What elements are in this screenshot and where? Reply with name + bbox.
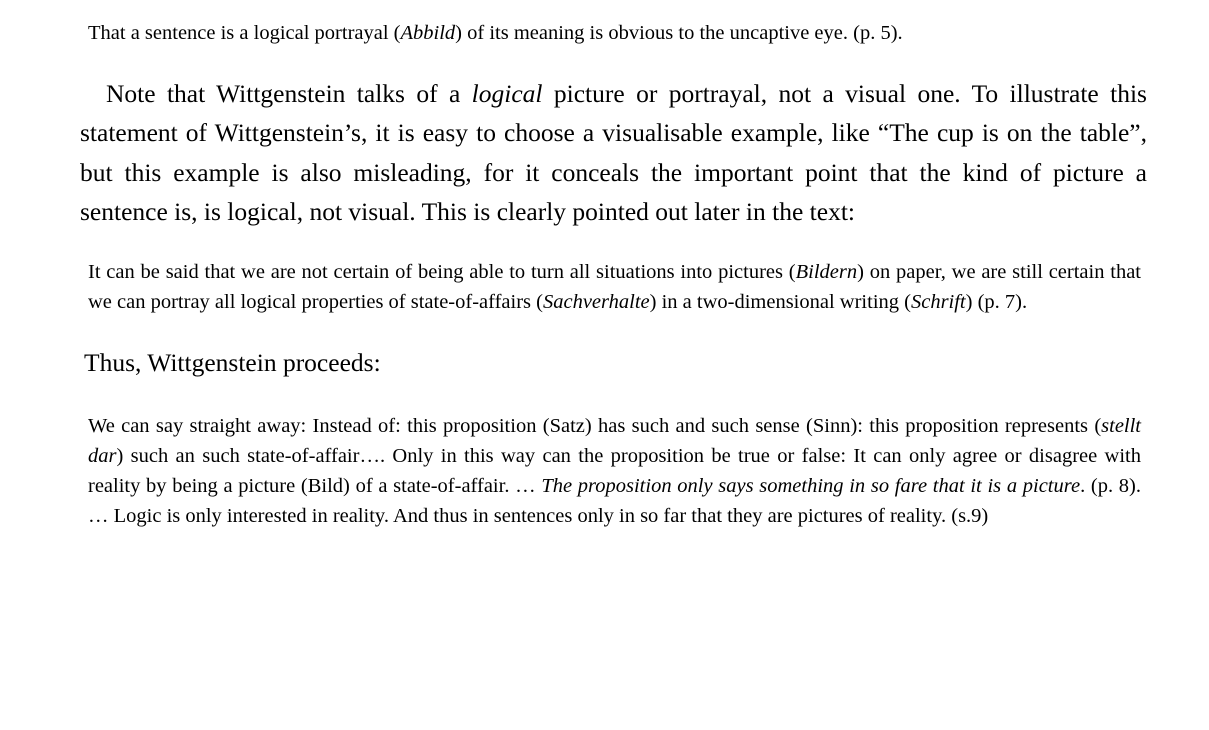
- quote-2-part-2: ) on paper, we are still certain that we can portray all logical properties of state-of-affairs (: [88, 261, 1141, 314]
- paragraph-2: [80, 343, 1147, 382]
- quote-2-italic-bildern: Bildern: [795, 261, 858, 284]
- quote-3-italic-proposition-says: The proposition only says something in so fare that it is a picture: [541, 474, 1081, 497]
- quote-3-part-1: We can say straight away: Instead of: this proposition (Satz) has such and such sense (Sinn): this proposition represents (: [88, 414, 1102, 437]
- quote-3-italic-stellt-dar: stellt dar: [88, 414, 1141, 467]
- quote-1-text-part-1: That a sentence is a logical portrayal (: [88, 22, 401, 44]
- paragraph-1-part-1: Note that Wittgenstein talks of a: [106, 79, 472, 109]
- quote-3-part-3: . (p. 8). … Logic is only interested in reality. And thus in sentences only in so far that they are pictures of reality. (s.9): [88, 474, 1142, 528]
- quote-2-part-3: ) in a two-dimensional writing (: [649, 291, 911, 314]
- quote-2-part-1: It can be said that we are not certain of being able to turn all situations into pictures (: [88, 261, 796, 284]
- paragraph-1: [80, 74, 1147, 231]
- blockquote-1: [80, 18, 1147, 48]
- blockquote-3: [80, 411, 1147, 532]
- paragraph-1-part-2: picture or portrayal, not a visual one. To illustrate this statement of Wittgenstein’s, it is easy to choose a visualisable example, like “The cup is on the table”, but this example is also misleading, for it conceals the important point that the kind of picture a sentence is, is logical, not visual. This is clearly pointed out later in the text:: [80, 79, 1147, 226]
- quote-2-italic-schrift: Schrift: [910, 291, 966, 314]
- blockquote-2: [80, 257, 1147, 317]
- paragraph-1-italic-logical: logical: [471, 79, 543, 109]
- quote-1-text-part-2: ) of its meaning is obvious to the uncaptive eye. (p. 5).: [455, 22, 903, 44]
- quote-3-part-2: ) such an such state-of-affair…. Only in this way can the proposition be true or false: It can only agree or disagree with reality by being a picture (Bild) of a state-of-affair. …: [88, 444, 1141, 497]
- quote-2-part-4: ) (p. 7).: [965, 291, 1028, 314]
- paragraph-2-text: Thus, Wittgenstein proceeds:: [84, 348, 381, 378]
- quote-1-text-italic-abbild: Abbild: [400, 22, 456, 44]
- quote-2-italic-sachverhalte: Sachverhalte: [542, 291, 650, 314]
